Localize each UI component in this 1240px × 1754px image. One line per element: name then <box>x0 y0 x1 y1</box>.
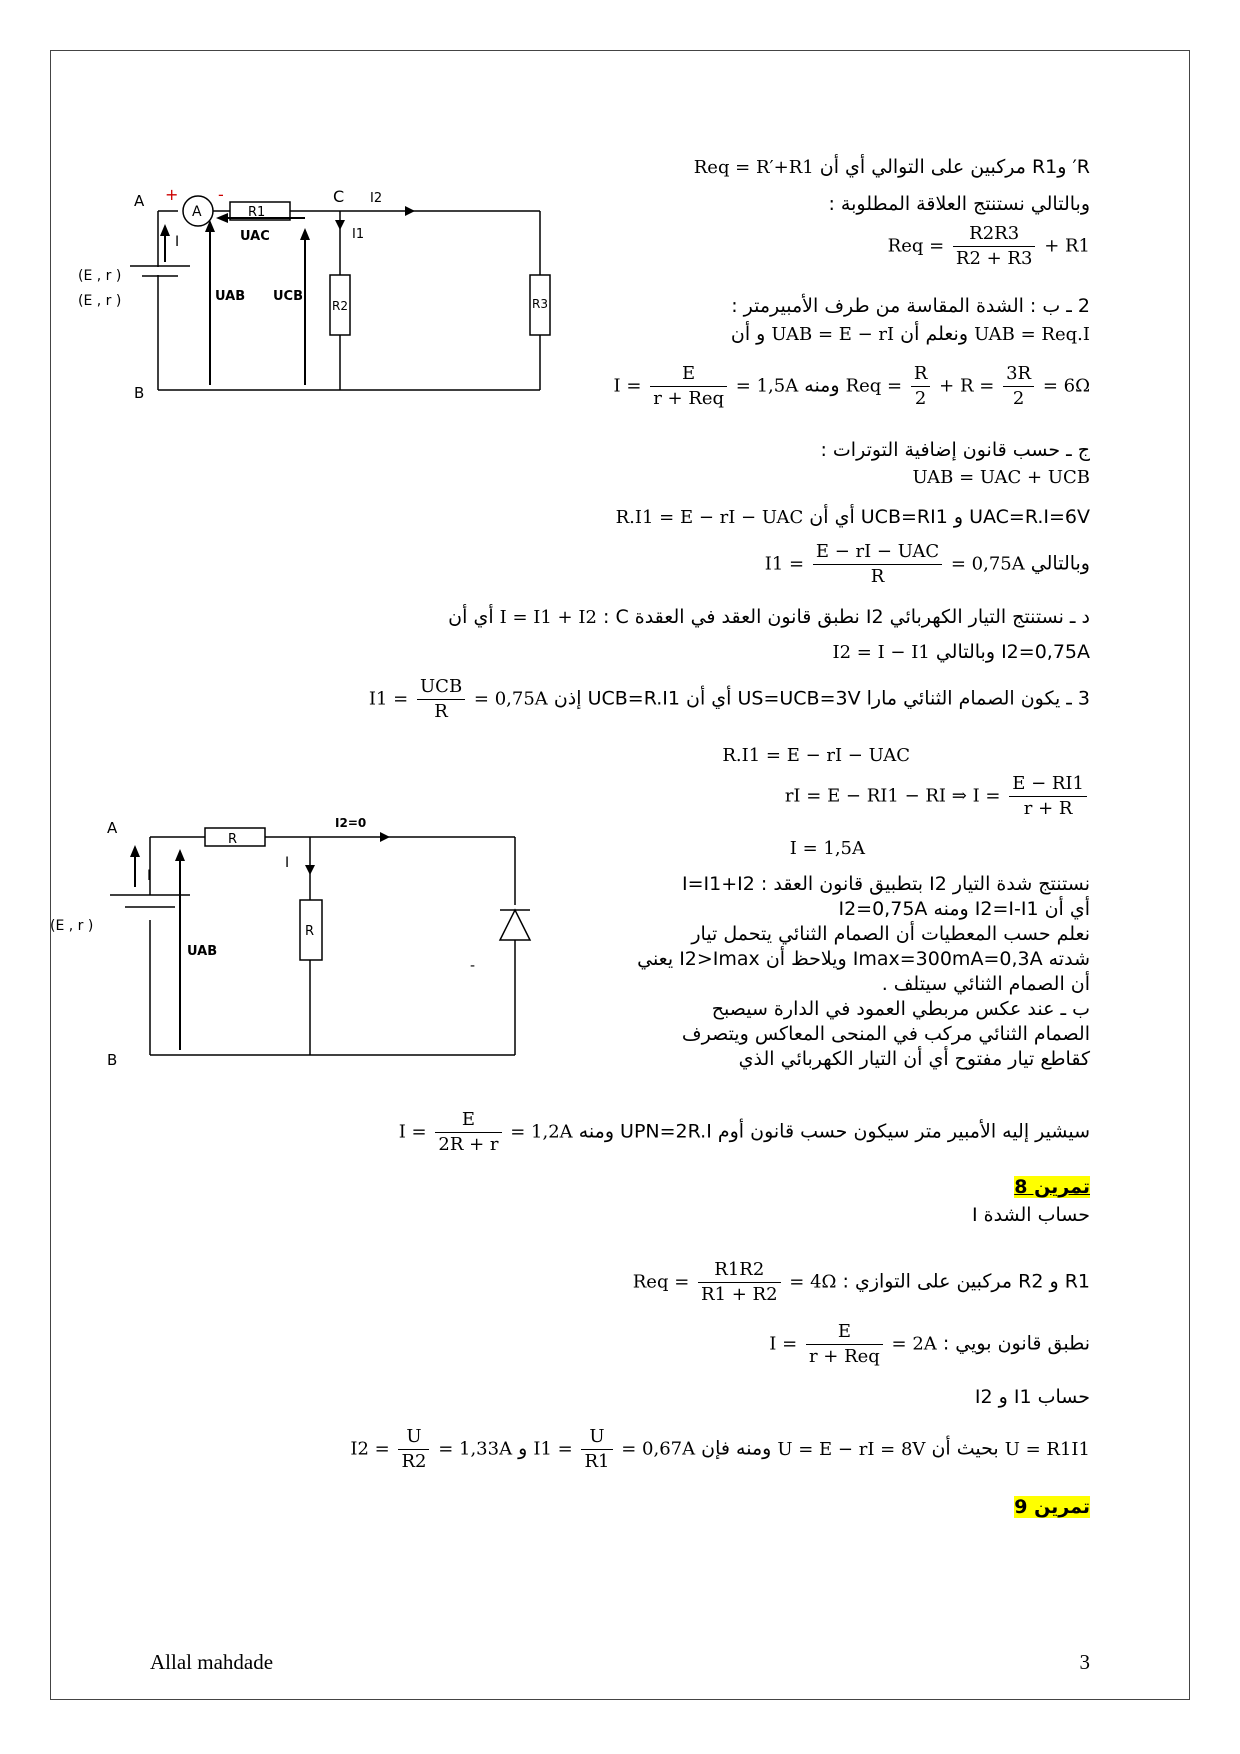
line-4: 2 ـ ب : الشدة المقاسة من طرف الأمبيرمتر : <box>731 295 1090 317</box>
ex8-line-1: حساب الشدة I <box>971 1204 1090 1226</box>
para-8: كقاطع تيار مفتوح أي أن التيار الكهربائي الذي <box>738 1048 1090 1070</box>
ex8-line-2: R1 و R2 مركبين على التوازي : Req = $\frac{R1R2}{R1 + R2}$ = 4Ω <box>632 1259 1090 1305</box>
para-4: شدته Imax=300mA=0,3A ويلاحظ أن I2>Imax يعني <box>637 948 1090 970</box>
c1-label-C: C <box>333 187 345 206</box>
line-12: I2=0,75A وبالتالي I2 = I − I1 <box>832 641 1090 663</box>
para-3: نعلم حسب المعطيات أن الصمام الثنائي يتحمل تيار <box>691 923 1090 945</box>
ex8-line-4: حساب I1 و I2 <box>974 1386 1090 1408</box>
exercise-8-title: تمرين 8 <box>1014 1176 1090 1198</box>
c1-label-B: B <box>134 384 145 402</box>
line-3: Req = $\frac{R2R3}{R2 + R3}$ + R1 <box>887 223 1090 269</box>
c1-label-R2: R2 <box>332 299 348 313</box>
line-15: rI = E − RI1 − RI ⇒ I = $\frac{E - RI1}{r + R}$ <box>785 772 1090 821</box>
c2-label-I: I <box>147 868 152 884</box>
line-9: UAC=R.I=6V و UCB=RI1 أي أن R.I1 = E − rI − UAC <box>615 506 1090 528</box>
c2-label-Uab: UAB <box>187 944 218 959</box>
line-13: 3 ـ يكون الصمام الثنائي مارا US=UCB=3V أي أن UCB=R.I1 إذن I1 = $\frac{\text{UCB}}{R}$ = 0,75A <box>368 676 1090 722</box>
line-5: UAB = Req.I ونعلم أن UAB = E − rI و أن <box>730 323 1090 345</box>
c1-label-A: A <box>134 192 145 210</box>
para-5: أن الصمام الثنائي سيتلف . <box>881 973 1090 995</box>
line-16: I = 1,5A <box>789 838 865 859</box>
c1-label-I1: I1 <box>352 227 365 242</box>
c1-label-Ucb: UCB <box>273 289 304 304</box>
ex8-line-3: نطبق قانون بويي : I = $\frac{E}{\text{r + Req}}$ = 2A <box>769 1321 1090 1367</box>
c1-label-plus: + <box>165 185 179 204</box>
c2-label-I-branch: I <box>285 855 290 871</box>
c1-label-source: (E , r ) <box>78 268 122 284</box>
c2-label-R-parallel: R <box>305 924 315 939</box>
para-1: نستنتج شدة التيار I2 بتطبيق قانون العقد : I=I1+I2 <box>682 873 1090 895</box>
c1-label-I2: I2 <box>370 191 383 206</box>
ammeter-symbol: A <box>192 204 202 220</box>
line-6: Req = $\frac{R}{2}$ + R = $\frac{3R}{2}$ = 6Ω ومنه I = $\frac{E}{\text{r + Req}}$ = 1,5A <box>613 363 1090 409</box>
circuit-diagram-1 <box>78 180 570 450</box>
line-8: UAB = UAC + UCB <box>912 467 1090 488</box>
exercise-9-title: تمرين 9 <box>1014 1496 1090 1518</box>
para-7: الصمام الثنائي مركب في المنحى المعاكس ويتصرف <box>681 1023 1090 1045</box>
footer-author: Allal mahdade <box>150 1650 274 1674</box>
c2-label-dash: - <box>470 958 476 974</box>
line-1: R′ وR1 مركبين على التوالي أي أن Req = R′+R1 <box>693 156 1090 178</box>
para-2: أي أن I2=I-I1 ومنه I2=0,75A <box>838 898 1090 920</box>
footer-page-number: 3 <box>1079 1650 1090 1674</box>
circuit-diagram-2 <box>105 815 535 1075</box>
c2-label-R-series: R <box>228 832 238 847</box>
c2-source-label: (E , r ) <box>50 918 94 934</box>
c1-label-I: I <box>175 234 180 250</box>
line-10: وبالتالي I1 = $\frac{\text{E − rI − UAC}}{R}$ = 0,75A <box>764 541 1090 587</box>
line-14: R.I1 = E − rI − UAC <box>722 745 910 766</box>
line-2: وبالتالي نستنتج العلاقة المطلوبة : <box>828 193 1090 215</box>
c1-label-R1: R1 <box>248 205 266 220</box>
ex8-line-5: U = R1I1 بحيث أن U = E − rI = 8V ومنه فإن I1 = $\frac{U}{R1}$ = 0,67A و I2 = $\frac{U}{R2}$ = 1,33A <box>350 1426 1090 1472</box>
c1-source-label: (E , r ) <box>78 293 122 309</box>
battery-cover <box>150 267 166 275</box>
c2-label-B: B <box>107 1051 118 1069</box>
c1-label-minus: - <box>218 185 224 204</box>
line-11: د ـ نستنتج التيار الكهربائي I2 نطبق قانون العقد في العقدة C : I = I1 + I2 أي أن <box>448 606 1090 628</box>
line-7: ج ـ حسب قانون إضافية التوترات : <box>820 439 1090 461</box>
c2-label-A: A <box>107 819 118 837</box>
para-6: ب ـ عند عكس مربطي العمود في الدارة سيصبح <box>711 998 1090 1020</box>
c1-label-Uac: UAC <box>240 229 270 244</box>
para-9: سيشير إليه الأمبير متر سيكون حسب قانون أوم UPN=2R.I ومنه I = $\frac{E}{2R + r}$ = 1,2A <box>398 1109 1090 1155</box>
c1-label-Uab: UAB <box>215 289 246 304</box>
c1-label-R3: R3 <box>532 297 548 311</box>
c2-label-I2-zero: I2=0 <box>335 816 367 830</box>
